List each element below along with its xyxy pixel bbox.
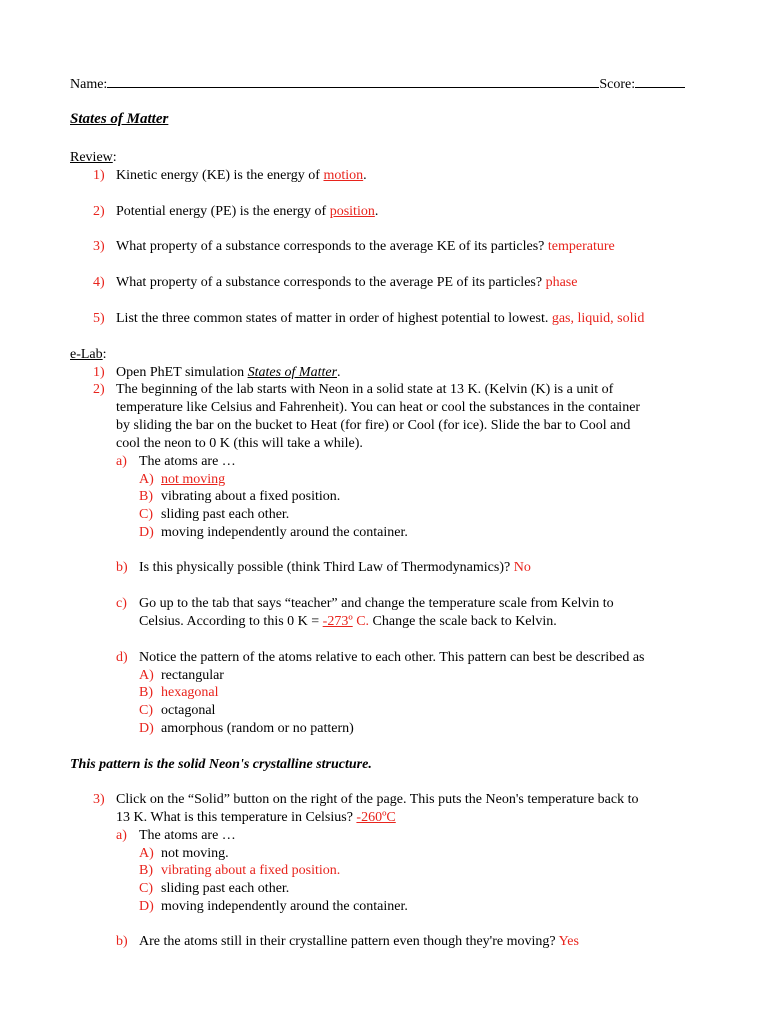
answer-position: position xyxy=(329,204,375,219)
answer-hexagonal: hexagonal xyxy=(161,685,219,700)
question-2b: b) Is this physically possible (think Third Law of Thermodynamics)? No xyxy=(116,560,531,575)
name-line xyxy=(70,74,685,93)
answer-motion: motion xyxy=(323,168,364,183)
review-item-1: 1) Kinetic energy (KE) is the energy of motion. xyxy=(93,168,367,183)
elab-item-1: 1) Open PhET simulation States of Matter. xyxy=(93,365,341,380)
score-blank[interactable] xyxy=(635,74,685,88)
sim-name: States of Matter xyxy=(247,365,338,380)
elab-item-2-line-3: by sliding the bar on the bucket to Heat (for fire) or Cool (for ice). Slide the bar to Cool and xyxy=(116,418,631,433)
option-3a-C: C) sliding past each other. xyxy=(139,881,290,896)
page-title: States of Matter xyxy=(70,111,169,127)
option-2d-A: A) rectangular xyxy=(139,668,224,683)
answer-not-moving: not moving xyxy=(161,472,226,487)
option-3a-B: B) vibrating about a fixed position. xyxy=(139,863,341,878)
option-2d-C: C) octagonal xyxy=(139,703,216,718)
answer-states: gas, liquid, solid xyxy=(551,311,645,326)
option-2d-B: B) hexagonal xyxy=(139,685,219,700)
review-heading: Review: xyxy=(70,150,117,165)
elab-item-2-line-1: The beginning of the lab starts with Neon in a solid state at 13 K. (Kelvin (K) is a unit of xyxy=(116,382,614,397)
question-2d: d) Notice the pattern of the atoms relative to each other. This pattern can best be described as xyxy=(116,650,645,665)
answer-yes: Yes xyxy=(558,934,579,949)
question-2c: c) Go up to the tab that says “teacher” and change the temperature scale from Kelvin to xyxy=(116,596,614,611)
option-2d-D: D) amorphous (random or no pattern) xyxy=(139,721,354,736)
name-blank[interactable] xyxy=(107,74,599,88)
question-2a: a) The atoms are … xyxy=(116,454,236,469)
review-item-5: 5) List the three common states of matter in order of highest potential to lowest. gas, liquid, solid xyxy=(93,311,645,326)
option-2a-A: A) not moving xyxy=(139,472,226,487)
elab-heading: e-Lab: xyxy=(70,347,107,362)
question-3b: b) Are the atoms still in their crystalline pattern even though they're moving? Yes xyxy=(116,934,579,949)
option-2a-D: D) moving independently around the container. xyxy=(139,525,408,540)
question-3a: a) The atoms are … xyxy=(116,828,236,843)
answer-vibrating: vibrating about a fixed position. xyxy=(161,863,341,878)
review-item-3: 3) What property of a substance corresponds to the average KE of its particles? temperature xyxy=(93,239,615,254)
option-3a-D: D) moving independently around the container. xyxy=(139,899,408,914)
answer-minus-260: -260ºC xyxy=(356,810,396,825)
option-3a-A: A) not moving. xyxy=(139,846,229,861)
answer-phase: phase xyxy=(545,275,578,290)
review-item-2: 2) Potential energy (PE) is the energy of position. xyxy=(93,204,379,219)
answer-temperature: temperature xyxy=(547,239,615,254)
elab-item-3-line-2: 13 K. What is this temperature in Celsius? -260ºC xyxy=(116,810,396,825)
score-label: Score: xyxy=(599,77,636,92)
option-2a-B: B) vibrating about a fixed position. xyxy=(139,489,341,504)
elab-item-2-line-2: temperature like Celsius and Fahrenheit). You can heat or cool the substances in the container xyxy=(116,400,641,415)
crystalline-note: This pattern is the solid Neon's crystalline structure. xyxy=(70,757,372,772)
question-2c-line-2: Celsius. According to this 0 K = -273º C. Change the scale back to Kelvin. xyxy=(139,614,557,629)
elab-item-2-line-4: cool the neon to 0 K (this will take a while). xyxy=(116,436,363,451)
answer-minus-273: -273º xyxy=(322,614,353,629)
answer-no: No xyxy=(513,560,531,575)
name-label: Name: xyxy=(70,77,108,92)
review-item-4: 4) What property of a substance corresponds to the average PE of its particles? phase xyxy=(93,275,578,290)
option-2a-C: C) sliding past each other. xyxy=(139,507,290,522)
elab-item-2: 2) xyxy=(93,382,105,397)
elab-item-3: 3) Click on the “Solid” button on the right of the page. This puts the Neon's temperature back to xyxy=(93,792,639,807)
